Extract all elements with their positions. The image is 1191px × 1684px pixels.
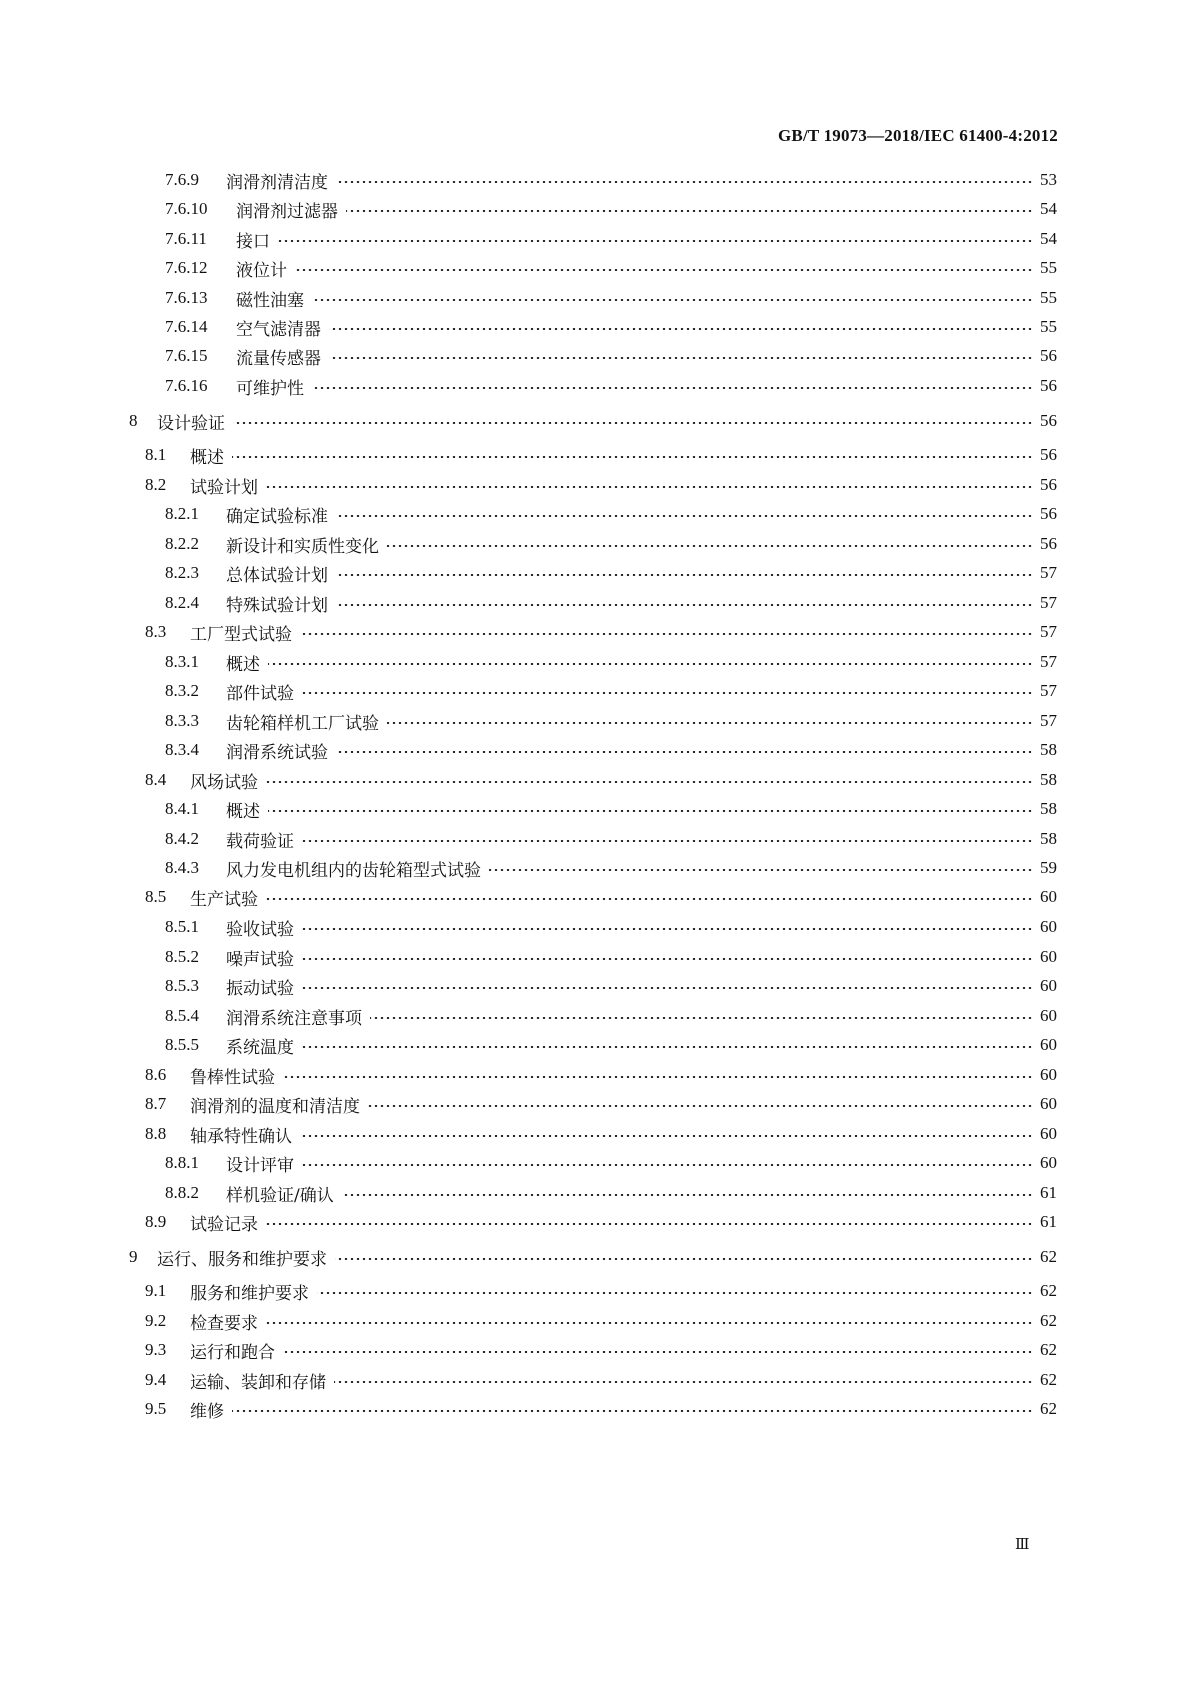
standard-header [778, 126, 1058, 146]
toc-dot-leader [300, 633, 1033, 635]
toc-entry-title: 试验计划 [190, 477, 258, 498]
toc-entry[interactable] [0, 945, 1191, 969]
toc-entry-number: 8.3 [145, 622, 167, 641]
toc-entry-number: 7.6.13 [165, 288, 208, 307]
toc-entry-page: 60 [1040, 1153, 1057, 1172]
toc-entry-number: 7.6.16 [165, 376, 208, 395]
toc-entry-number: 8.5 [145, 887, 167, 906]
toc-entry-number: 7.6.14 [165, 317, 208, 336]
toc-entry-page: 59 [1040, 858, 1057, 877]
toc-dot-leader [336, 604, 1033, 606]
toc-entry[interactable] [0, 1279, 1191, 1303]
toc-dot-leader [302, 958, 1033, 960]
toc-dot-leader [266, 1223, 1033, 1225]
toc-dot-leader [302, 840, 1033, 842]
toc-entry[interactable] [0, 473, 1191, 497]
page-number-footer: Ⅲ [1015, 1537, 1030, 1553]
toc-entry-number: 8.8.1 [165, 1153, 199, 1172]
toc-entry[interactable] [0, 409, 1191, 433]
toc-entry-title: 轴承特性确认 [190, 1126, 292, 1147]
toc-dot-leader [302, 1046, 1033, 1048]
toc-dot-leader [232, 1410, 1033, 1412]
toc-entry-title: 设计验证 [157, 413, 225, 434]
toc-entry-number: 9.4 [145, 1370, 167, 1389]
toc-dot-leader [232, 456, 1033, 458]
toc-entry-title: 确定试验标准 [226, 506, 328, 527]
toc-entry-title: 试验记录 [190, 1214, 258, 1235]
toc-entry[interactable] [0, 650, 1191, 674]
toc-dot-leader [300, 1135, 1033, 1137]
toc-dot-leader [302, 928, 1033, 930]
toc-entry[interactable] [0, 315, 1191, 339]
toc-entry-page: 60 [1040, 1006, 1057, 1025]
toc-entry-number: 9.5 [145, 1399, 167, 1418]
toc-entry-page: 60 [1040, 1094, 1057, 1113]
toc-entry-number: 8.5.4 [165, 1006, 199, 1025]
toc-entry-title: 新设计和实质性变化 [226, 536, 379, 557]
toc-entry[interactable] [0, 443, 1191, 467]
toc-entry-title: 噪声试验 [226, 949, 294, 970]
toc-entry-page: 56 [1040, 376, 1057, 395]
toc-entry-title: 润滑剂的温度和清洁度 [190, 1096, 360, 1117]
toc-entry-page: 57 [1040, 622, 1057, 641]
toc-entry-title: 运行、服务和维护要求 [157, 1249, 327, 1270]
toc-entry[interactable] [0, 227, 1191, 251]
toc-entry-number: 8.5.2 [165, 947, 199, 966]
toc-dot-leader [233, 422, 1033, 424]
toc-entry-page: 60 [1040, 1124, 1057, 1143]
toc-entry-number: 8.2 [145, 475, 167, 494]
toc-entry[interactable] [0, 168, 1191, 192]
toc-entry[interactable] [0, 532, 1191, 556]
toc-entry-number: 8.3.2 [165, 681, 199, 700]
toc-entry[interactable] [0, 827, 1191, 851]
toc-entry-number: 7.6.11 [165, 229, 207, 248]
toc-entry-number: 8.2.1 [165, 504, 199, 523]
toc-dot-leader [387, 545, 1033, 547]
toc-entry[interactable] [0, 1033, 1191, 1057]
toc-entry-page: 62 [1040, 1247, 1057, 1266]
toc-entry[interactable] [0, 502, 1191, 526]
toc-entry[interactable] [0, 561, 1191, 585]
toc-entry-page: 58 [1040, 740, 1057, 759]
toc-entry-number: 8.7 [145, 1094, 167, 1113]
toc-entry[interactable] [0, 1397, 1191, 1421]
toc-dot-leader [266, 486, 1033, 488]
toc-entry[interactable] [0, 915, 1191, 939]
toc-entry-number: 8.4 [145, 770, 167, 789]
toc-entry[interactable] [0, 709, 1191, 733]
toc-entry-page: 55 [1040, 288, 1057, 307]
toc-dot-leader [268, 663, 1033, 665]
toc-entry-page: 54 [1040, 199, 1057, 218]
toc-entry[interactable] [0, 885, 1191, 909]
toc-entry-title: 齿轮箱样机工厂试验 [226, 713, 379, 734]
toc-entry-title: 载荷验证 [226, 831, 294, 852]
toc-entry[interactable] [0, 1092, 1191, 1116]
toc-entry-number: 7.6.9 [165, 170, 199, 189]
toc-entry-page: 60 [1040, 1065, 1057, 1084]
toc-entry[interactable] [0, 797, 1191, 821]
toc-entry-title: 运输、装卸和存储 [190, 1372, 326, 1393]
toc-dot-leader [312, 387, 1033, 389]
toc-entry-number: 9.1 [145, 1281, 167, 1300]
toc-entry-number: 8.3.4 [165, 740, 199, 759]
toc-dot-leader [387, 722, 1033, 724]
toc-dot-leader [302, 692, 1033, 694]
toc-entry-number: 8.3.3 [165, 711, 199, 730]
toc-entry[interactable] [0, 1181, 1191, 1205]
toc-entry-number: 8.5.5 [165, 1035, 199, 1054]
toc-entry-title: 流量传感器 [236, 348, 321, 369]
toc-entry-page: 53 [1040, 170, 1057, 189]
toc-dot-leader [489, 869, 1033, 871]
toc-entry[interactable] [0, 591, 1191, 615]
toc-entry[interactable] [0, 1368, 1191, 1392]
toc-entry-page: 57 [1040, 711, 1057, 730]
toc-entry-page: 60 [1040, 887, 1057, 906]
toc-entry[interactable] [0, 1004, 1191, 1028]
toc-entry-title: 空气滤清器 [236, 319, 321, 340]
toc-entry-page: 56 [1040, 534, 1057, 553]
toc-dot-leader [283, 1351, 1033, 1353]
toc-entry-page: 57 [1040, 563, 1057, 582]
toc-entry-title: 部件试验 [226, 683, 294, 704]
toc-entry[interactable] [0, 286, 1191, 310]
toc-entry-title: 运行和跑合 [190, 1342, 275, 1363]
toc-dot-leader [266, 1322, 1033, 1324]
toc-entry-number: 8.1 [145, 445, 167, 464]
toc-entry[interactable] [0, 1309, 1191, 1333]
toc-entry-number: 8.3.1 [165, 652, 199, 671]
toc-entry-page: 61 [1040, 1183, 1057, 1202]
toc-dot-leader [268, 810, 1033, 812]
toc-entry-title: 维修 [190, 1401, 224, 1422]
toc-entry-page: 57 [1040, 681, 1057, 700]
toc-entry-title: 润滑剂过滤器 [236, 201, 338, 222]
toc-entry-title: 总体试验计划 [226, 565, 328, 586]
toc-entry-page: 62 [1040, 1370, 1057, 1389]
toc-entry-number: 9.3 [145, 1340, 167, 1359]
toc-entry-title: 检查要求 [190, 1313, 258, 1334]
toc-entry-page: 55 [1040, 258, 1057, 277]
toc-entry[interactable] [0, 1338, 1191, 1362]
toc-dot-leader [295, 269, 1033, 271]
toc-entry[interactable] [0, 1151, 1191, 1175]
toc-entry-title: 特殊试验计划 [226, 595, 328, 616]
toc-entry-page: 62 [1040, 1311, 1057, 1330]
toc-entry-number: 8.4.3 [165, 858, 199, 877]
toc-dot-leader [336, 515, 1033, 517]
toc-entry-page: 62 [1040, 1340, 1057, 1359]
toc-entry-title: 润滑系统试验 [226, 742, 328, 763]
toc-entry-title: 润滑剂清洁度 [226, 172, 328, 193]
toc-entry-title: 可维护性 [236, 378, 304, 399]
toc-entry-number: 8.6 [145, 1065, 167, 1084]
toc-entry-number: 7.6.15 [165, 346, 208, 365]
toc-entry[interactable] [0, 738, 1191, 762]
toc-entry-page: 58 [1040, 770, 1057, 789]
toc-entry-number: 8 [129, 411, 138, 430]
toc-entry-page: 58 [1040, 799, 1057, 818]
toc-dot-leader [346, 210, 1033, 212]
toc-dot-leader [302, 987, 1033, 989]
toc-entry-title: 工厂型式试验 [190, 624, 292, 645]
toc-entry-page: 55 [1040, 317, 1057, 336]
toc-entry[interactable] [0, 620, 1191, 644]
toc-entry-number: 8.8.2 [165, 1183, 199, 1202]
toc-entry-page: 57 [1040, 593, 1057, 612]
toc-entry[interactable] [0, 1063, 1191, 1087]
toc-dot-leader [317, 1292, 1033, 1294]
toc-entry-number: 8.2.4 [165, 593, 199, 612]
toc-entry-title: 验收试验 [226, 919, 294, 940]
toc-dot-leader [283, 1076, 1033, 1078]
toc-entry-title: 接口 [236, 231, 270, 252]
toc-entry-title: 磁性油塞 [236, 290, 304, 311]
toc-dot-leader [334, 1381, 1033, 1383]
toc-entry-page: 56 [1040, 411, 1057, 430]
toc-entry-number: 8.8 [145, 1124, 167, 1143]
toc-entry-title: 风场试验 [190, 772, 258, 793]
toc-dot-leader [266, 781, 1033, 783]
toc-entry-number: 8.4.2 [165, 829, 199, 848]
toc-dot-leader [342, 1194, 1033, 1196]
toc-entry-page: 60 [1040, 1035, 1057, 1054]
toc-dot-leader [266, 898, 1033, 900]
toc-entry-title: 生产试验 [190, 889, 258, 910]
toc-entry[interactable] [0, 1245, 1191, 1269]
toc-entry-number: 9.2 [145, 1311, 167, 1330]
toc-entry-title: 样机验证/确认 [226, 1185, 334, 1206]
toc-entry-page: 57 [1040, 652, 1057, 671]
toc-entry-number: 8.5.3 [165, 976, 199, 995]
toc-entry-number: 8.5.1 [165, 917, 199, 936]
toc-entry[interactable] [0, 1122, 1191, 1146]
toc-dot-leader [370, 1017, 1033, 1019]
toc-entry-page: 60 [1040, 976, 1057, 995]
toc-entry-page: 61 [1040, 1212, 1057, 1231]
toc-entry[interactable] [0, 1210, 1191, 1234]
toc-dot-leader [335, 1258, 1033, 1260]
toc-entry-page: 54 [1040, 229, 1057, 248]
toc-entry-title: 振动试验 [226, 978, 294, 999]
toc-entry-number: 7.6.10 [165, 199, 208, 218]
toc-entry-number: 8.2.2 [165, 534, 199, 553]
toc-entry-title: 设计评审 [226, 1155, 294, 1176]
toc-entry[interactable] [0, 256, 1191, 280]
toc-entry-page: 60 [1040, 947, 1057, 966]
toc-entry[interactable] [0, 344, 1191, 368]
toc-entry-title: 鲁棒性试验 [190, 1067, 275, 1088]
toc-entry-title: 风力发电机组内的齿轮箱型式试验 [226, 860, 481, 881]
toc-entry-title: 概述 [226, 801, 260, 822]
toc-entry-number: 8.2.3 [165, 563, 199, 582]
toc-dot-leader [368, 1105, 1033, 1107]
toc-entry-title: 润滑系统注意事项 [226, 1008, 362, 1029]
toc-entry-page: 58 [1040, 829, 1057, 848]
toc-entry[interactable] [0, 679, 1191, 703]
standard-code: GB/T 19073—2018/IEC 61400-4:2012 [778, 126, 1058, 145]
toc-entry-number: 8.4.1 [165, 799, 199, 818]
toc-entry-number: 8.9 [145, 1212, 167, 1231]
toc-dot-leader [302, 1164, 1033, 1166]
toc-entry[interactable] [0, 974, 1191, 998]
toc-dot-leader [336, 181, 1033, 183]
toc-entry[interactable] [0, 768, 1191, 792]
toc-entry[interactable] [0, 374, 1191, 398]
toc-entry-title: 系统温度 [226, 1037, 294, 1058]
toc-entry-page: 62 [1040, 1281, 1057, 1300]
toc-dot-leader [329, 328, 1033, 330]
toc-dot-leader [312, 299, 1033, 301]
toc-entry-page: 56 [1040, 445, 1057, 464]
toc-entry-page: 56 [1040, 475, 1057, 494]
toc-entry-number: 9 [129, 1247, 138, 1266]
toc-entry-title: 概述 [226, 654, 260, 675]
toc-dot-leader [329, 357, 1033, 359]
toc-entry[interactable] [0, 197, 1191, 221]
toc-dot-leader [278, 240, 1033, 242]
toc-entry-page: 62 [1040, 1399, 1057, 1418]
toc-entry-page: 56 [1040, 504, 1057, 523]
toc-dot-leader [336, 751, 1033, 753]
toc-dot-leader [336, 574, 1033, 576]
toc-entry-number: 7.6.12 [165, 258, 208, 277]
toc-entry-title: 服务和维护要求 [190, 1283, 309, 1304]
toc-entry-page: 56 [1040, 346, 1057, 365]
toc-entry[interactable] [0, 856, 1191, 880]
toc-entry-title: 液位计 [236, 260, 287, 281]
toc-entry-title: 概述 [190, 447, 224, 468]
toc-entry-page: 60 [1040, 917, 1057, 936]
